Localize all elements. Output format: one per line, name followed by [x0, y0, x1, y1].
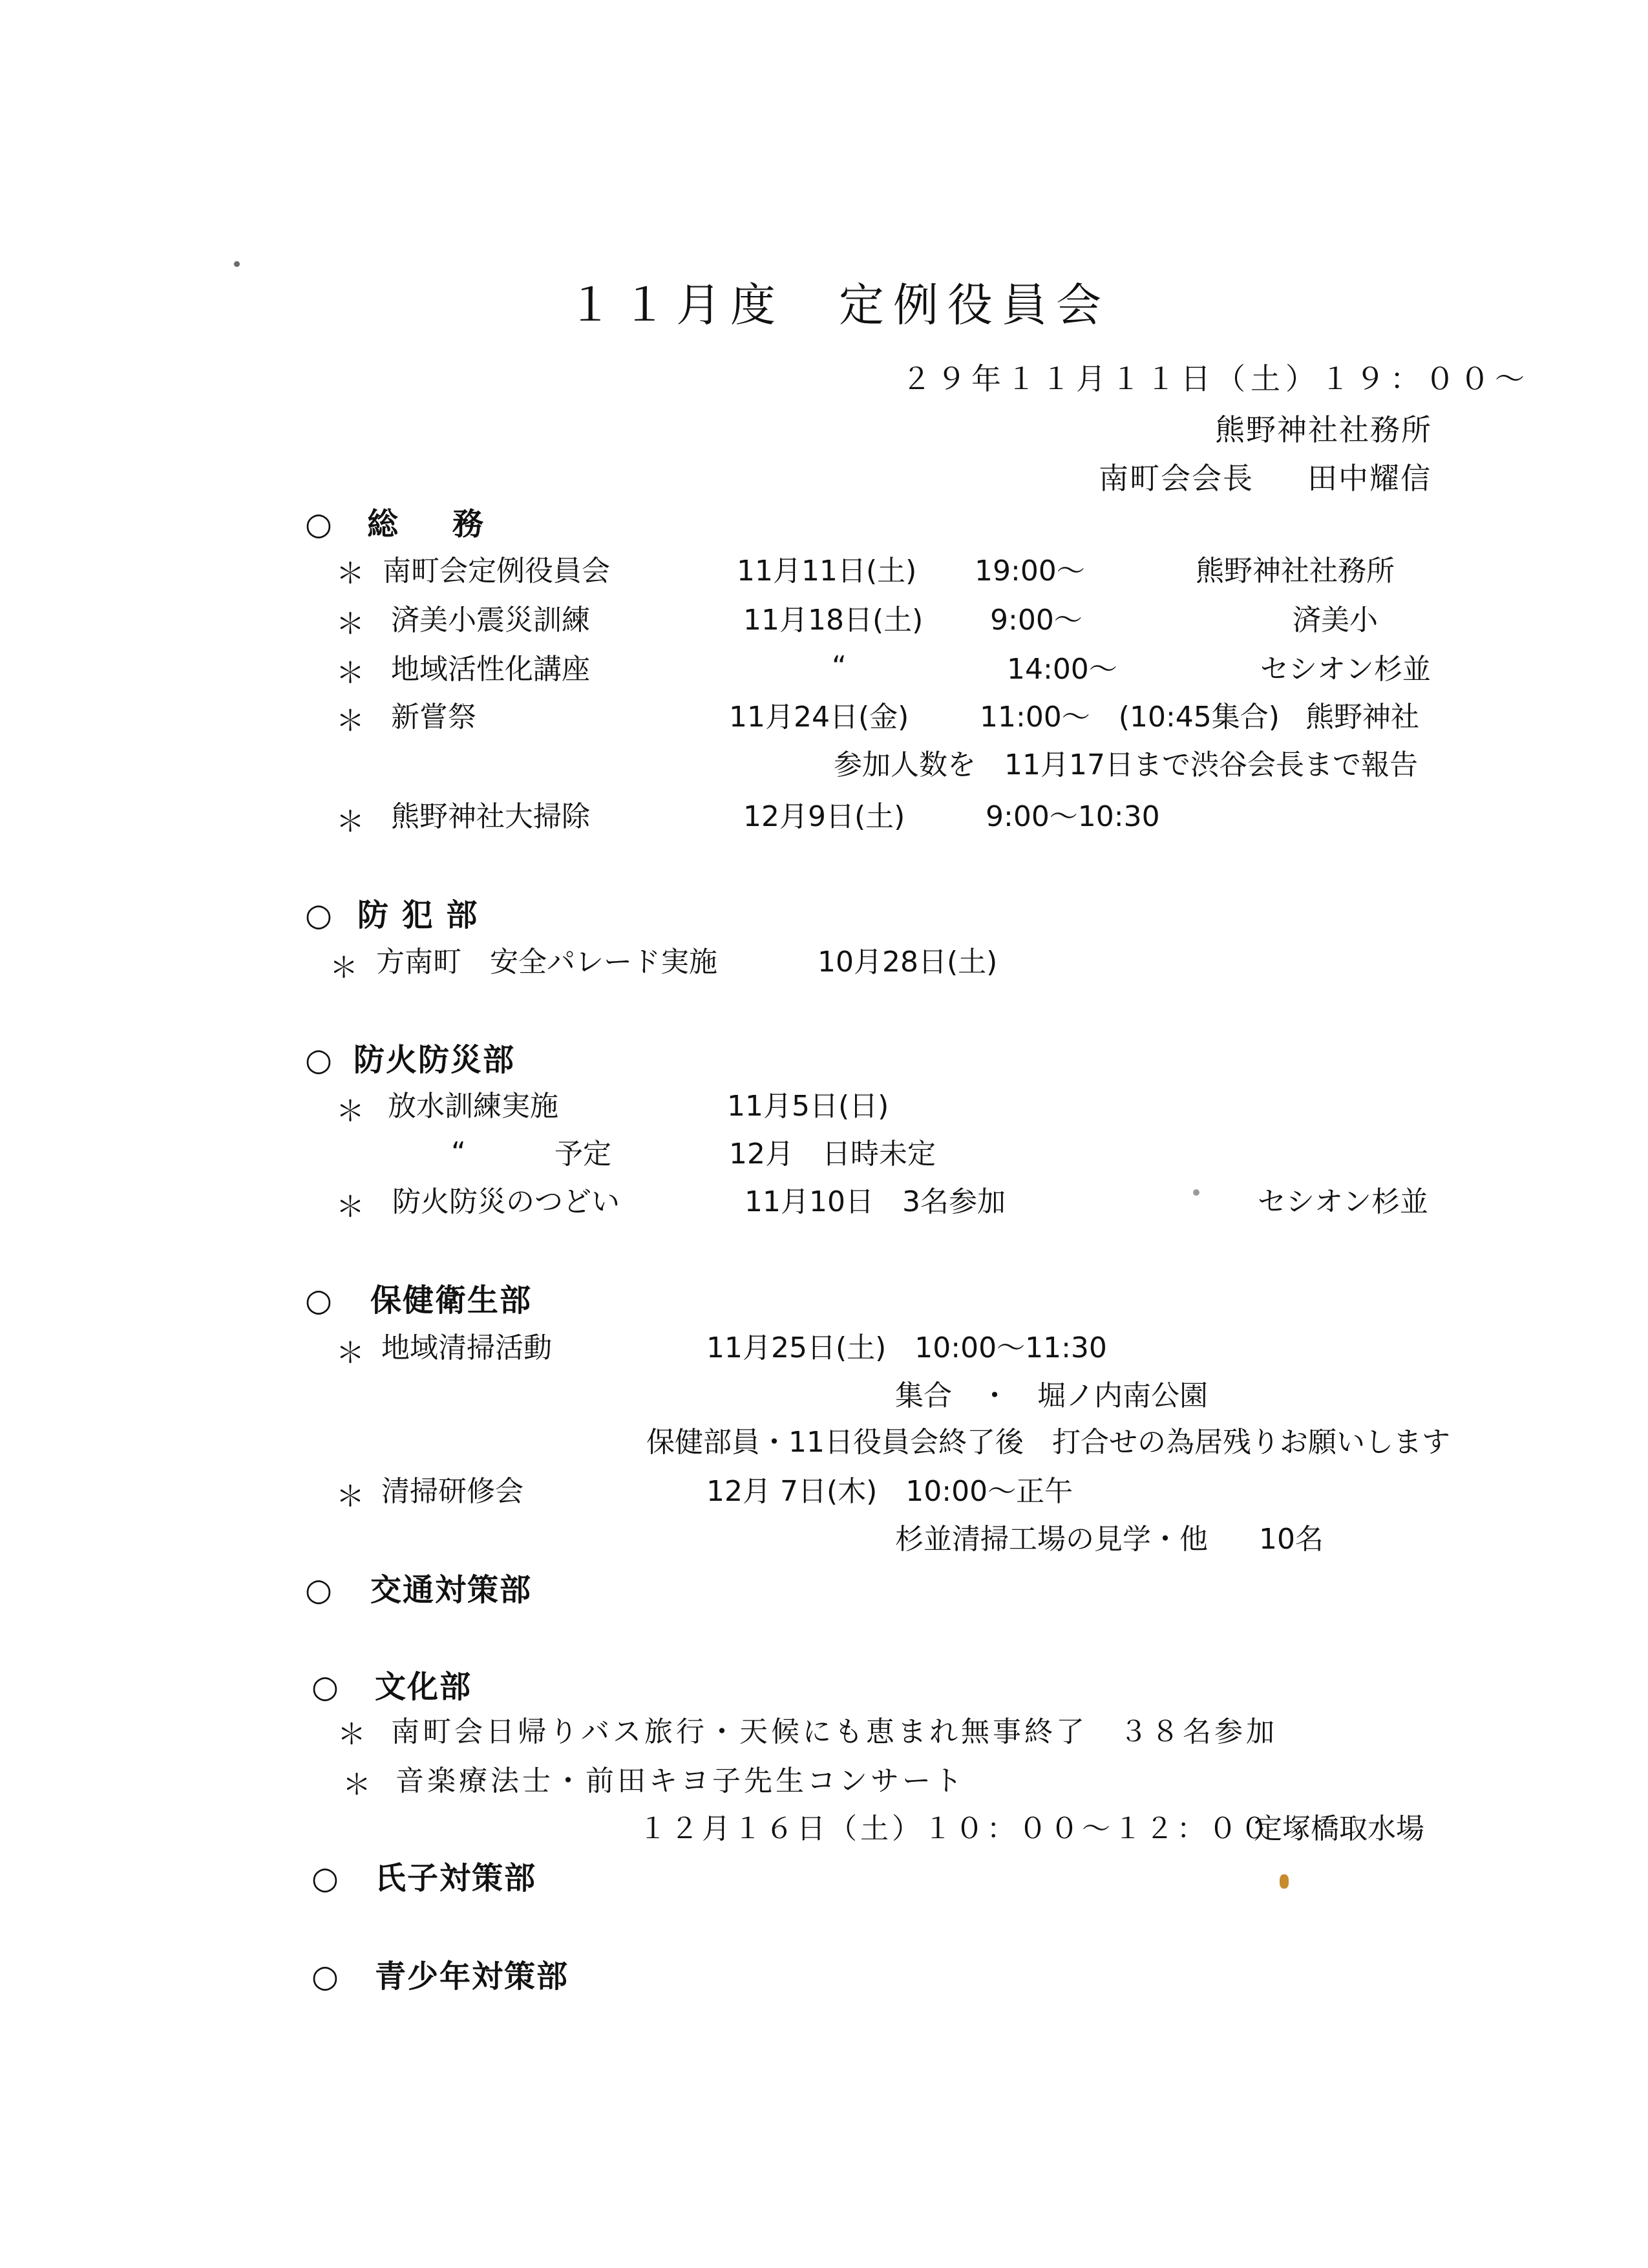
scan-stain: [1280, 1874, 1289, 1889]
event-name: 放水訓練実施: [388, 1090, 558, 1123]
event-name: 新嘗祭: [391, 701, 476, 734]
section-bullet: ○: [305, 506, 333, 542]
event-date-time: 12月 7日(木) 10:00～正午: [706, 1475, 1073, 1508]
bullet-mark: ＊: [336, 705, 364, 737]
event-place: セシオン杉並: [1258, 1185, 1428, 1218]
event-name: 防火防災のつどい: [392, 1185, 620, 1218]
event-name: 音楽療法士・前田キヨ子先生コンサート: [396, 1765, 966, 1797]
bullet-mark: ＊: [336, 1191, 364, 1224]
section-bullet: ○: [312, 1958, 340, 1995]
event-place: 熊野神社: [1305, 701, 1419, 734]
section-title-crime-prevention: 防 犯 部: [357, 897, 479, 933]
section-bullet: ○: [305, 1572, 333, 1608]
event-time: 14:00～: [1007, 653, 1117, 686]
event-place: セシオン杉並: [1260, 653, 1431, 686]
section-title-fire-disaster: 防火防災部: [354, 1042, 516, 1078]
section-title-parishioners: 氏子対策部: [375, 1860, 537, 1896]
page-title: １１月度 定例役員会: [567, 279, 1110, 332]
event-name: 地域活性化講座: [391, 653, 590, 686]
event-time: 19:00～: [975, 555, 1085, 588]
event-date-time: 11月25日(土) 10:00～11:30: [706, 1331, 1107, 1364]
event-time: 9:00～: [990, 604, 1083, 637]
bullet-mark: ＊: [336, 608, 364, 641]
event-place: 熊野神社社務所: [1196, 555, 1395, 588]
event-note: 参加人数を 11月17日まで渋谷会長まで報告: [834, 748, 1418, 781]
event-date: 12月9日(土): [743, 800, 905, 833]
bullet-mark: ＊: [336, 1337, 364, 1370]
event-date: 11月10日 3名参加: [745, 1185, 1006, 1218]
section-bullet: ○: [312, 1669, 340, 1705]
ditto-mark: “: [832, 650, 847, 683]
section-bullet: ○: [305, 897, 333, 933]
bullet-mark: ＊: [336, 657, 364, 690]
event-name: 済美小震災訓練: [391, 604, 590, 637]
event-date-time: １２月１６日（土）１０：００～１２：００: [639, 1812, 1272, 1845]
event-date: 11月24日(金): [729, 701, 909, 734]
section-bullet: ○: [305, 1042, 333, 1078]
event-time: 11:00～ (10:45集合): [980, 701, 1280, 734]
event-note: 杉並清掃工場の見学・他: [895, 1523, 1208, 1556]
event-time: 9:00～10:30: [986, 800, 1160, 833]
ditto-mark: “: [451, 1136, 466, 1169]
event-name: 予定: [555, 1138, 611, 1171]
scan-speck: [1193, 1189, 1199, 1196]
section-title-culture: 文化部: [375, 1669, 472, 1705]
event-name: 熊野神社大掃除: [391, 800, 590, 833]
section-bullet: ○: [312, 1860, 340, 1896]
event-place: 済美小: [1293, 604, 1378, 637]
bullet-mark: ＊: [343, 1768, 374, 1801]
event-count: 10名: [1259, 1523, 1324, 1556]
event-name: 方南町 安全パレード実施: [376, 946, 717, 979]
bullet-mark: ＊: [336, 557, 364, 590]
meeting-datetime: ２９年１１月１１日（土）１９：００～: [902, 361, 1530, 396]
event-date: 11月18日(土): [743, 604, 924, 637]
section-title-youth: 青少年対策部: [375, 1958, 569, 1995]
bullet-mark: ＊: [337, 1718, 369, 1751]
event-date: 12月 日時未定: [729, 1138, 936, 1171]
bullet-mark: ＊: [336, 1480, 364, 1513]
chair-role: 南町会会長: [1099, 461, 1254, 496]
bullet-mark: ＊: [336, 805, 364, 838]
bullet-mark: ＊: [336, 1095, 364, 1128]
event-place: 定塚橋取水場: [1254, 1812, 1424, 1845]
event-date: 11月11日(土): [737, 555, 917, 588]
event-name: 南町会定例役員会: [383, 555, 610, 588]
bullet-mark: ＊: [330, 951, 358, 984]
scan-speck: [234, 261, 240, 267]
chair-name: 田中耀信: [1307, 461, 1431, 496]
event-meeting-point: 集合 ・ 堀ノ内南公園: [895, 1379, 1208, 1412]
section-bullet: ○: [305, 1282, 333, 1319]
meeting-location: 熊野神社社務所: [1215, 412, 1432, 447]
section-title-health-sanitation: 保健衛生部: [370, 1282, 533, 1319]
event-note: 保健部員・11日役員会終了後 打合せの為居残りお願いします: [646, 1426, 1450, 1459]
event-date: 10月28日(土): [818, 946, 998, 979]
event-name: 地域清掃活動: [381, 1331, 552, 1364]
event-date: 11月5日(日): [727, 1090, 889, 1123]
event-name: 清掃研修会: [381, 1475, 523, 1508]
section-title-general-affairs: 総 務: [367, 506, 496, 542]
event-report: 南町会日帰りバス旅行・天候にも恵まれ無事終了 ３８名参加: [391, 1715, 1278, 1748]
section-title-traffic: 交通対策部: [370, 1572, 533, 1608]
